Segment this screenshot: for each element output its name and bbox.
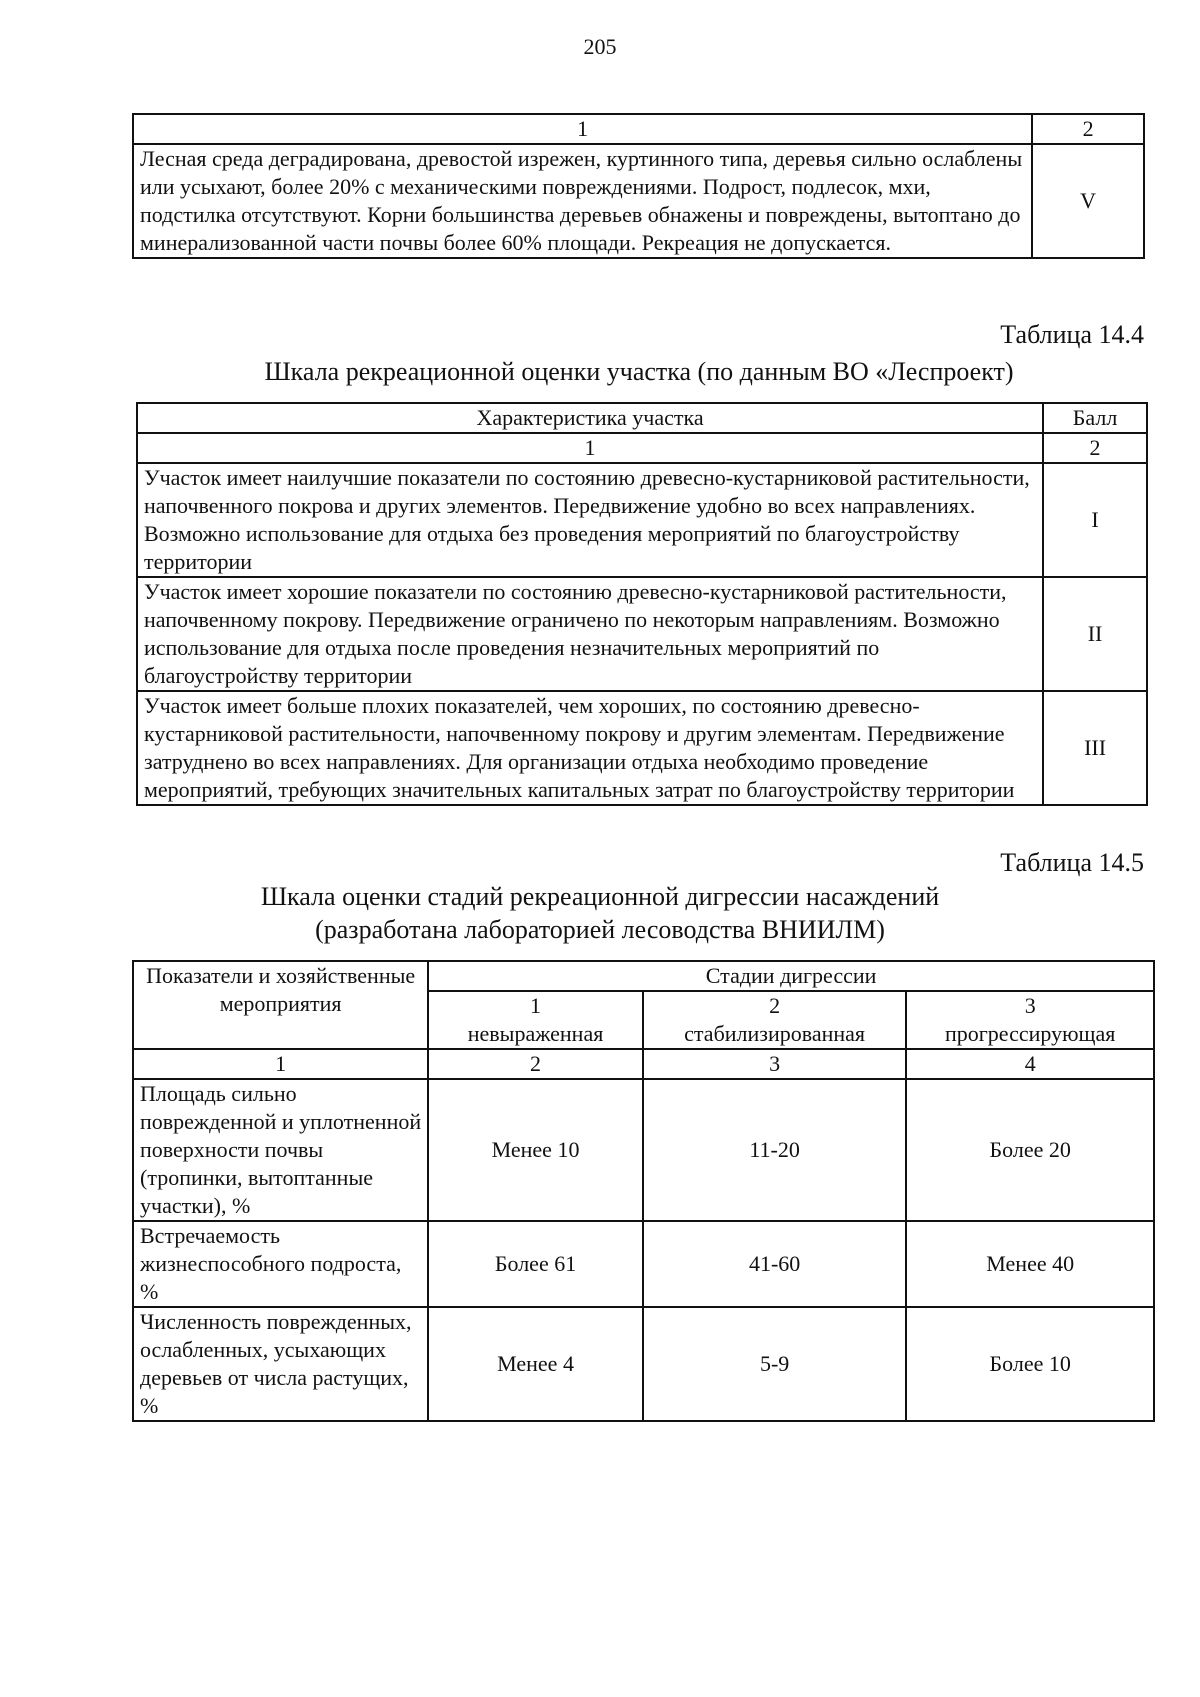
row-score: I [1043,463,1147,577]
row-indicator: Площадь сильно поврежденной и уплотненной поверхности почвы (тропинки, вытоптанные участки), % [133,1079,428,1221]
row-stage-2-value: 41-60 [643,1221,907,1307]
table-label: Таблица 14.4 [1000,320,1144,349]
row-indicator: Встречаемость жизнеспособного подроста, % [133,1221,428,1307]
column-number: 2 [1032,114,1144,144]
stage-name: стабилизированная [684,1021,866,1046]
table-title-line2: (разработана лабораторией лесоводства ВНИИЛМ) [315,915,885,944]
stage-number: 1 [530,993,542,1018]
row-stage-2-value: 11-20 [643,1079,907,1221]
column-header: Характеристика участка [137,403,1043,433]
table-title: Шкала рекреационной оценки участка (по данным ВО «Леспроект) [264,357,1014,386]
column-number: 1 [133,114,1032,144]
row-description: Участок имеет наилучшие показатели по состоянию древесно-кустарниковой растительности, напочвенного покрова и других элементов. Передвижение удобно во всех направлениях. Возможно использование для отдыха без проведения мероприятий по благоустройству территории [137,463,1043,577]
row-indicator: Численность поврежденных, ослабленных, усыхающих деревьев от числа растущих, % [133,1307,428,1421]
table-14-4 [136,402,1148,806]
table-title-line1: Шкала оценки стадий рекреационной дигрессии насаждений [260,882,940,911]
table-header-row [133,961,1154,991]
row-description: Участок имеет больше плохих показателей, чем хороших, по состоянию древесно-кустарниковой растительности, напочвенному покрову и другим элементам. Передвижение затруднено во всех направлениях. Для организации отдыха необходимо проведение мероприятий, требующих значительных капитальных затрат по благоустройству территории [137,691,1043,805]
column-number: 1 [133,1049,428,1079]
table-row [137,463,1147,577]
table-header-numbers [137,433,1147,463]
table-label: Таблица 14.5 [1000,848,1144,877]
stage-header [906,991,1154,1049]
table-14-5 [132,960,1155,1422]
row-description: Участок имеет хорошие показатели по состоянию древесно-кустарниковой растительности, напочвенному покрову. Передвижение ограничено по некоторым направлениям. Возможно использование для отдыха после проведения незначительных мероприятий по благоустройству территории [137,577,1043,691]
row-stage-1-value: Менее 10 [428,1079,643,1221]
table-row [133,1221,1154,1307]
column-number: 3 [643,1049,907,1079]
column-number: 4 [906,1049,1154,1079]
column-number: 1 [137,433,1043,463]
table-row [137,577,1147,691]
table-row [133,144,1144,258]
stage-number: 3 [1024,993,1036,1018]
row-stage-1-value: Более 61 [428,1221,643,1307]
row-score: V [1032,144,1144,258]
row-stage-2-value: 5-9 [643,1307,907,1421]
row-description: Лесная среда деградирована, древостой изрежен, куртинного типа, деревья сильно ослаблены или усыхают, более 20% с механическими повреждениями. Подрост, подлесок, мхи, подстилка отсутствуют. Корни большинства деревьев обнажены и повреждены, вытоптано до минерализованной части почвы более 60% площади. Рекреация не допускается. [133,144,1032,258]
page-number: 205 [583,34,617,59]
row-stage-3-value: Более 20 [906,1079,1154,1221]
row-score: II [1043,577,1147,691]
row-score: III [1043,691,1147,805]
table-header-row [137,403,1147,433]
stage-header [643,991,907,1049]
row-stage-3-value: Более 10 [906,1307,1154,1421]
stage-name: прогрессирующая [944,1021,1116,1046]
column-number: 2 [1043,433,1147,463]
indicator-header: Показатели и хозяйственные мероприятия [133,961,428,1049]
table-row [137,691,1147,805]
stage-name: невыраженная [467,1021,604,1046]
table-continued [132,113,1145,259]
table-header-numbers [133,114,1144,144]
stage-header [428,991,643,1049]
table-header-numbers [133,1049,1154,1079]
row-stage-1-value: Менее 4 [428,1307,643,1421]
table-row [133,1307,1154,1421]
row-stage-3-value: Менее 40 [906,1221,1154,1307]
stages-header: Стадии дигрессии [428,961,1154,991]
stage-number: 2 [769,993,781,1018]
column-number: 2 [428,1049,643,1079]
column-header: Балл [1043,403,1147,433]
table-row [133,1079,1154,1221]
